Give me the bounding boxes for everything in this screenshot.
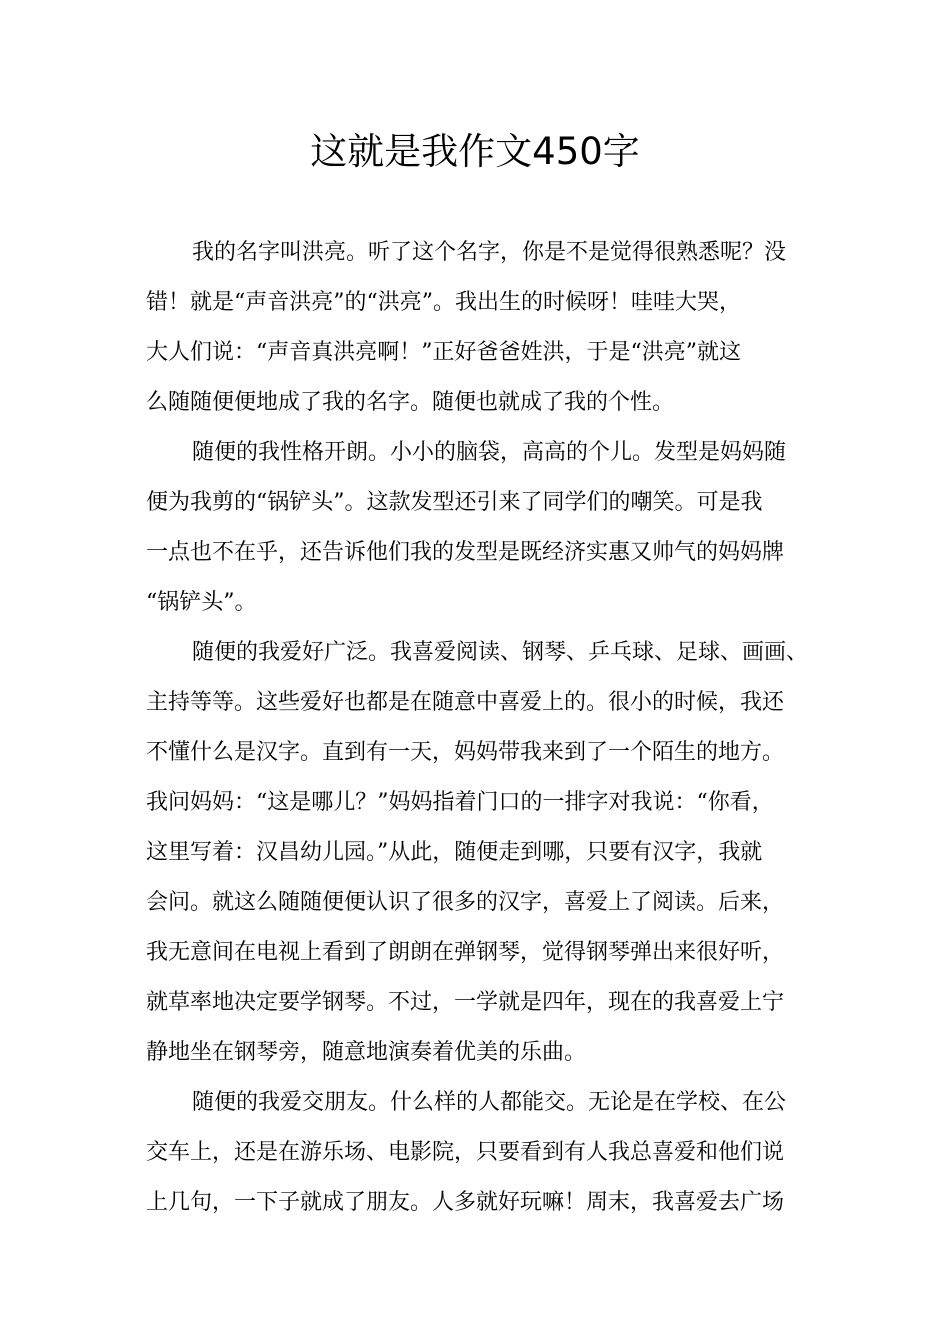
text-line: 会问。就这么随随便便认识了很多的汉字，喜爱上了阅读。后来， bbox=[146, 890, 785, 915]
text-line: 错！就是“声音洪亮”的“洪亮”。我出生的时候呀！哇哇大哭， bbox=[146, 290, 741, 315]
text-line: 便为我剪的“锅铲头”。这款发型还引来了同学们的嘲笑。可是我 bbox=[146, 490, 763, 515]
text-line: 我无意间在电视上看到了朗朗在弹钢琴，觉得钢琴弹出来很好听， bbox=[146, 940, 785, 965]
text-line: 不懂什么是汉字。直到有一天，妈妈带我来到了一个陌生的地方。 bbox=[146, 740, 785, 765]
text-line: 这里写着：汉昌幼儿园。”从此，随便走到哪，只要有汉字，我就 bbox=[146, 840, 763, 865]
text-line: 交车上，还是在游乐场、电影院，只要看到有人我总喜爱和他们说 bbox=[146, 1140, 785, 1165]
text-line: 随便的我爱好广泛。我喜爱阅读、钢琴、乒乓球、足球、画画、 bbox=[192, 640, 809, 665]
text-line: 我的名字叫洪亮。听了这个名字，你是不是觉得很熟悉呢？没 bbox=[192, 240, 787, 265]
text-line: 就草率地决定要学钢琴。不过，一学就是四年，现在的我喜爱上宁 bbox=[146, 990, 785, 1015]
document-title: 这就是我作文450字 bbox=[310, 130, 640, 173]
text-line: 上几句，一下子就成了朋友。人多就好玩嘛！周末，我喜爱去广场 bbox=[146, 1190, 785, 1215]
text-line: 么随随便便地成了我的名字。随便也就成了我的个性。 bbox=[146, 390, 675, 415]
text-line: 主持等等。这些爱好也都是在随意中喜爱上的。很小的时候，我还 bbox=[146, 690, 785, 715]
text-line: 随便的我爱交朋友。什么样的人都能交。无论是在学校、在公 bbox=[192, 1090, 787, 1115]
text-line: 我问妈妈：“这是哪儿？”妈妈指着门口的一排字对我说：“你看， bbox=[146, 790, 774, 815]
text-line: 一点也不在乎，还告诉他们我的发型是既经济实惠又帅气的妈妈牌 bbox=[146, 540, 785, 565]
text-line: 随便的我性格开朗。小小的脑袋，高高的个儿。发型是妈妈随 bbox=[192, 440, 787, 465]
text-line: 大人们说：“声音真洪亮啊！”正好爸爸姓洪，于是“洪亮”就这 bbox=[146, 340, 741, 365]
text-line: 静地坐在钢琴旁，随意地演奏着优美的乐曲。 bbox=[146, 1040, 587, 1065]
essay-body bbox=[146, 228, 814, 1228]
text-line: “锅铲头”。 bbox=[146, 590, 257, 615]
